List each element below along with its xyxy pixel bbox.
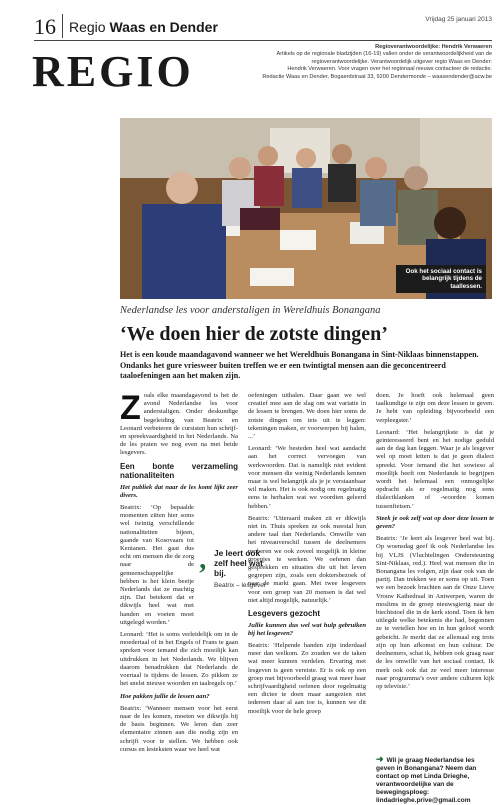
article-headline: ‘We doen hier de zotste dingen’	[120, 323, 388, 345]
region-prefix: Regio	[69, 19, 106, 35]
infobox-text: Wil je graag Nederlandse les geven in Bonangana? Neem dan contact op met Linda Drieghe, verantwoordelijke van de bewegingsploeg: lindadrieghe.prive@gmail.com	[376, 757, 477, 804]
imprint-line-3: regioverantwoordelijke. Verantwoordelijk uitgever regio Waas en Dender:	[311, 58, 492, 65]
issue-date: Vrijdag 25 januari 2013	[425, 16, 492, 23]
pull-quote-author: Beatrix – lesgever	[214, 582, 267, 589]
answer-paragraph: Beatrix: ‘Je leert als lesgever heel wat bij. Op woensdag geef ik ook Nederlandse les bij VLJS (Vluchtelingen Ondersteuning Sint-Niklaas, red.). Heel wat mensen die in Bonangana les volgen, zijn daar ook van de partij. Dan trekken we er soms op uit. Toen we een bezoek brachten aan de Onze Lieve Vrouw Kathedraal in Antwerpen, waren de moslims in de groep nieuwsgierig naar de biechtstoel die in de kerk stond. Toen ik hen uitlegde welke betekenis die had, begonnen ze te vertellen hoe en in hun geloof wordt gebeicht. Je merkt dat ze allemaal erg trots zijn op hun afkomst en hun cultuur. De deelnemers, schat ik, hebben ook graag naar de les omwille van het sociaal contact. Ik merk ook ook dat ze veel meer interesse naar programma’s over andere culturen kijk op televisie.’	[376, 535, 494, 690]
imprint	[232, 44, 492, 81]
article-lead: Het is een koude maandagavond wanneer we het Wereldhuis Bonangana in Sint-Niklaas binnenstappen. Ondanks het gure vriesweer buiten treffen we er een twintigtal mensen aan die geconcentreerd taaloefeningen aan het maken zijn.	[120, 350, 479, 381]
arrow-icon: ➜	[376, 754, 384, 764]
question-3: Jullie kunnen dus wel wat hulp gebruiken bij het lesgeven?	[248, 621, 366, 637]
imprint-line-4: Hendrik Verwaeren. Voor vragen over het regionaal nieuws contacteer de redactie.	[287, 66, 492, 73]
column-3	[376, 392, 494, 695]
answer-paragraph: oefeningen uithalen. Daar gaan we wel creatief mee aan de slag om wat variatie in de lessen te brengen. We doen hier soms de zotste dingen om iets uit te leggen: tekeningen maken, er voorwerpen bij halen, ...’	[248, 392, 366, 441]
answer-paragraph: Beatrix: ‘Wanneer mensen voor het eerst naar de les komen, moeten we dikwijls bij de basis beginnen. We leren dan zeer elementaire zinnen aan die nodig zijn en schrijfi voor te stellen. We hebben ook cursus en lesteksten waar we heel wat	[120, 704, 238, 753]
question-1: Het publiek dat naar de les komt lijkt zeer divers.	[120, 483, 238, 499]
column-2	[248, 392, 366, 720]
page-number: 16	[34, 14, 56, 39]
intro-paragraph	[120, 389, 238, 458]
question-4: Steek je ook zelf wat op door deze lessen te geven?	[376, 514, 494, 531]
answer-paragraph: Beatrix: ‘Uiteraard maken zit er dikwijls niet in. Thuis spreken ze ook meestal hun andere taal dan Nederlands. Omwille van het niveauverschil tussen de deelnemers proberen we ook zoveel mogelijk in kleine groepjes te werken. We oefenen dan gesprekken en situaties die uit het leven gegrepen zijn, zoals een doktersbezoek of naar de markt gaan. Met twee lesgevers voor een groep van 20 mensen is dat wel niet altijd mogelijk, natuurlijk.’	[248, 514, 366, 604]
imprint-line-5: Redactie Waas en Dender, Bogaerdstraat 33, 9200 Dendermonde – waasendender@acw.be	[262, 73, 492, 80]
article-photo	[120, 118, 492, 299]
imprint-line-2: Artikels op de regionale bladzijden (16-19) vallen onder de verantwoordelijkheid van de	[276, 51, 492, 58]
subheading-nationalities: Een bonte verzameling nationaliteiten	[120, 461, 238, 481]
subheading-teachers-wanted: Lesgevers gezocht	[248, 609, 321, 619]
answer-paragraph: Leonard: ‘Het belangrijkste is dat je geinteresseerd bent en het nodige geduld aan de dag kan leggen. Waar je als lesgever wel op moet letten is dat je geen dialect spreekt. Voor iemand die het sowieso al moeilijk heeft om Nederlands te begrijpen wordt het helemaal een onmogelijke opdracht als er regelmatig nog eens dialectklanken of -woorden komen tussenfietsen.’	[376, 428, 494, 510]
article-kicker: Nederlandse les voor anderstaligen in Wereldhuis Bonangana	[120, 305, 381, 316]
section-title: REGIO	[32, 47, 194, 96]
answer-paragraph: Leonard: ‘We besteden heel wat aandacht aan het correct vervoegen van werkwoorden. Dat is namelijk niet evident voor mensen die weinig Nederlands kennen maar is wel belangrijk als je je verstaanbaar wil maken. Het is ook nodig om regelmatig eens te herhalen wat we voordien geleerd hebben.’	[248, 445, 366, 510]
header-divider	[62, 14, 63, 38]
contact-infobox	[376, 755, 494, 805]
region-name: Waas en Dender	[109, 19, 218, 35]
imprint-line-1: Regioverantwoordelijke: Hendrik Verwaeren	[375, 44, 492, 50]
photo-caption: Ook het sociaal contact is belangrijk tijdens de taallessen.	[396, 265, 486, 294]
question-2: Hoe pakken jullie de lessen aan?	[120, 692, 210, 700]
answer-paragraph: doen. Je hoeft ook helemaal geen taalkundige te zijn om deze lessen te geven. Je hebt van opleiding bijvoorbeeld een verpleegster.’	[376, 392, 494, 424]
pull-quote-text: Je leert ook zelf heel wat bij.	[214, 548, 263, 578]
quote-mark-icon: ‚	[198, 544, 208, 575]
region-label	[69, 19, 218, 35]
answer-paragraph: Beatrix: ‘Helpende handen zijn inderdaad meer dan welkom. Zo zouden we de taken wat meer kunnen verdelen. Ervaring met lesgeven is geen vereiste. Er is ook op een groep met bijvoorbeeld graag wat meer haar schrijfvaardigheid oefenen door regelmatig een dictee te doen maar aangezien niet iedereen daar al aan toe is, kunnen we dit moeilijk voor de hele groep	[248, 641, 366, 715]
header-rule	[34, 40, 492, 41]
dropcap: Z	[120, 389, 141, 427]
answer-paragraph: Leonard: ‘Het is soms verleidelijk om in de moedertaal of in het Engels of Frans te gaan spreken voor iemand die zich moeilijk kan uitdrukken in het Nederlands. We blijven daarom benadrukken dat Nederlands de voertaal is tijdens de lessen. Zo pikken ze het snelst nieuwe woorden en taalregels op.’	[120, 631, 238, 688]
intro-text: oals elke maandagavond is het de avond Nederlandse les voor anderstaligen. Onder deskundige begeleiding van Beatrix en Leonard verbeteren de cursisten hun schrijf- en spreekvaardigheid in het Nederlands. Na de les praten we nog even na met beide lesgevers.	[120, 392, 238, 457]
answer-paragraph: Beatrix: ‘Op bepaalde momenten zitten hier soms wel twintig verschillende nationaliteiten bijeen, gaande van Kosovaars tot Kenianen. Het gaat dus echt om mensen die de zorg naar de gemeenschappelijke hebben is het klein beetje Nederlands dat ze machtig zijn. Dat betekent dat er dikwijls heel wat met handen en voeten moet uitgelegd worden.’	[120, 504, 194, 626]
